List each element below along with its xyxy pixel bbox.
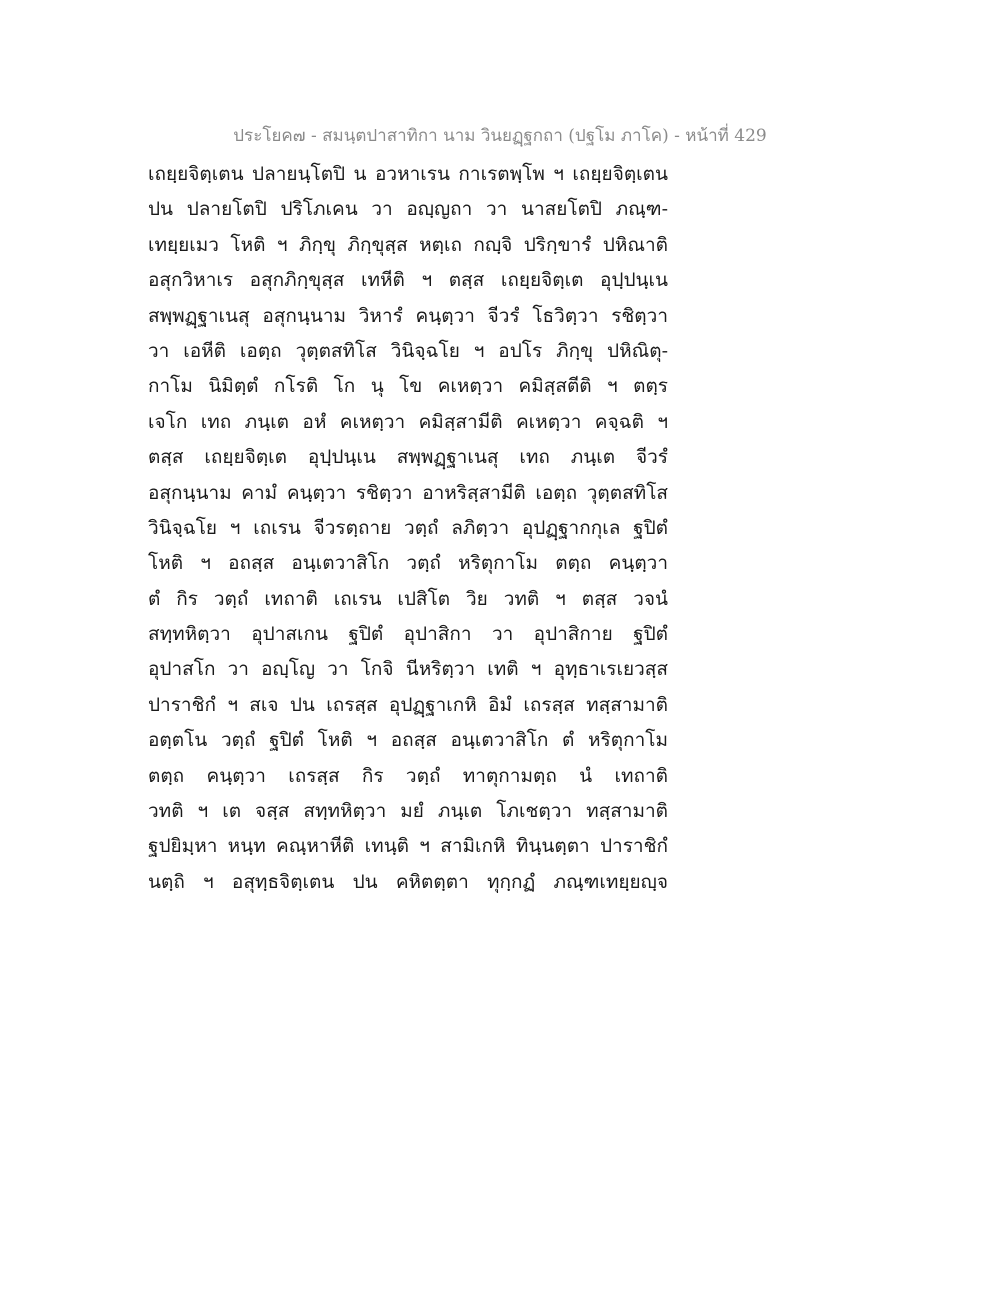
text-line: ตํ กิร วตฺถํ เทถาติ เถเรน เปสิโต วิย วทติ ฯ ตสฺส วจนํ: [148, 587, 668, 610]
text-line: เถยฺยจิตฺเตน ปลายนฺโตปิ น อวหาเรน กาเรตพฺโพ ฯ เถยฺยจิตฺเตน: [148, 163, 668, 185]
text-line: โหติ ฯ อถสฺส อนฺเตวาสิโก วตฺถํ หริตุกาโม ตตฺถ คนฺตฺวา: [148, 552, 668, 575]
text-line: อตฺตโน วตฺถํ ฐปิตํ โหติ ฯ อถสฺส อนฺเตวาสิโก ตํ หริตุกาโม: [148, 729, 668, 752]
text-line: กาโม นิมิตฺตํ กโรติ โก นุ โข คเหตฺวา คมิสฺสตีติ ฯ ตตฺร: [148, 375, 668, 398]
text-line: เทยฺยเมว โหติ ฯ ภิกฺขุ ภิกฺขุสฺส หตฺเถ กญฺจิ ปริกฺขารํ ปหิณาติ: [148, 233, 668, 256]
text-line: ปน ปลายโตปิ ปริโภเคน วา อญฺญถา วา นาสยโตปิ ภณฺฑ-: [148, 198, 668, 221]
text-line: อสุกนฺนาม คามํ คนฺตฺวา รชิตฺวา อาหริสฺสามีติ เอตฺถ วุตฺตสทิโส: [148, 481, 668, 504]
running-header: ประโยค๗ - สมนฺตปาสาทิกา นาม วินยฏฺฐกถา (ปฐโม ภาโค) - หน้าที่ 429: [233, 126, 767, 146]
text-line: สทฺทหิตฺวา อุปาสเกน ฐปิตํ อุปาสิกา วา อุปาสิกาย ฐปิตํ: [148, 623, 668, 646]
text-line: วินิจฺฉโย ฯ เถเรน จีวรตฺถาย วตฺถํ ลภิตฺวา อุปฏฺฐากกุเล ฐปิตํ: [148, 516, 668, 539]
body-text: [148, 157, 668, 900]
text-line: อุปาสโก วา อญฺโญ วา โกจิ นีหริตฺวา เทติ ฯ อุทฺธาเรเยวสฺส: [148, 658, 668, 681]
text-line: วา เอหีติ เอตฺถ วุตฺตสทิโส วินิจฺฉโย ฯ อปโร ภิกฺขุ ปหิณิตุ-: [148, 339, 668, 362]
text-line: อสุกวิหาเร อสุกภิกฺขุสฺส เทหีติ ฯ ตสฺส เถยฺยจิตฺเต อุปฺปนฺเน: [148, 269, 668, 292]
text-line: ฐปยิมฺหา หนฺท คณฺหาหีติ เทนฺติ ฯ สามิเกหิ ทินฺนตฺตา ปาราชิกํ: [148, 835, 668, 858]
text-line: ตตฺถ คนฺตฺวา เถรสฺส กิร วตฺถํ ทาตุกามตฺถ นํ เทถาติ: [148, 764, 668, 787]
text-line: ตสฺส เถยฺยจิตฺเต อุปฺปนฺเน สพฺพฏฺฐาเนสุ เทถ ภนฺเต จีวรํ: [148, 446, 668, 469]
text-line: ปาราชิกํ ฯ สเจ ปน เถรสฺส อุปฏฺฐาเกหิ อิมํ เถรสฺส ทสฺสามาติ: [148, 693, 668, 716]
text-line: เจโก เทถ ภนฺเต อหํ คเหตฺวา คมิสฺสามีติ คเหตฺวา คจฺฉติ ฯ: [148, 410, 668, 433]
text-line: นตฺถิ ฯ อสุทฺธจิตฺเตน ปน คหิตตฺตา ทุกฺกฏํ ภณฺฑเทยฺยญฺจ: [148, 870, 668, 893]
text-line: วทติ ฯ เต จสฺส สทฺทหิตฺวา มยํ ภนฺเต โภเชตฺวา ทสฺสามาติ: [148, 800, 668, 823]
text-line: สพฺพฏฺฐาเนสุ อสุกนฺนาม วิหารํ คนฺตฺวา จีวรํ โธวิตฺวา รชิตฺวา: [148, 304, 668, 327]
